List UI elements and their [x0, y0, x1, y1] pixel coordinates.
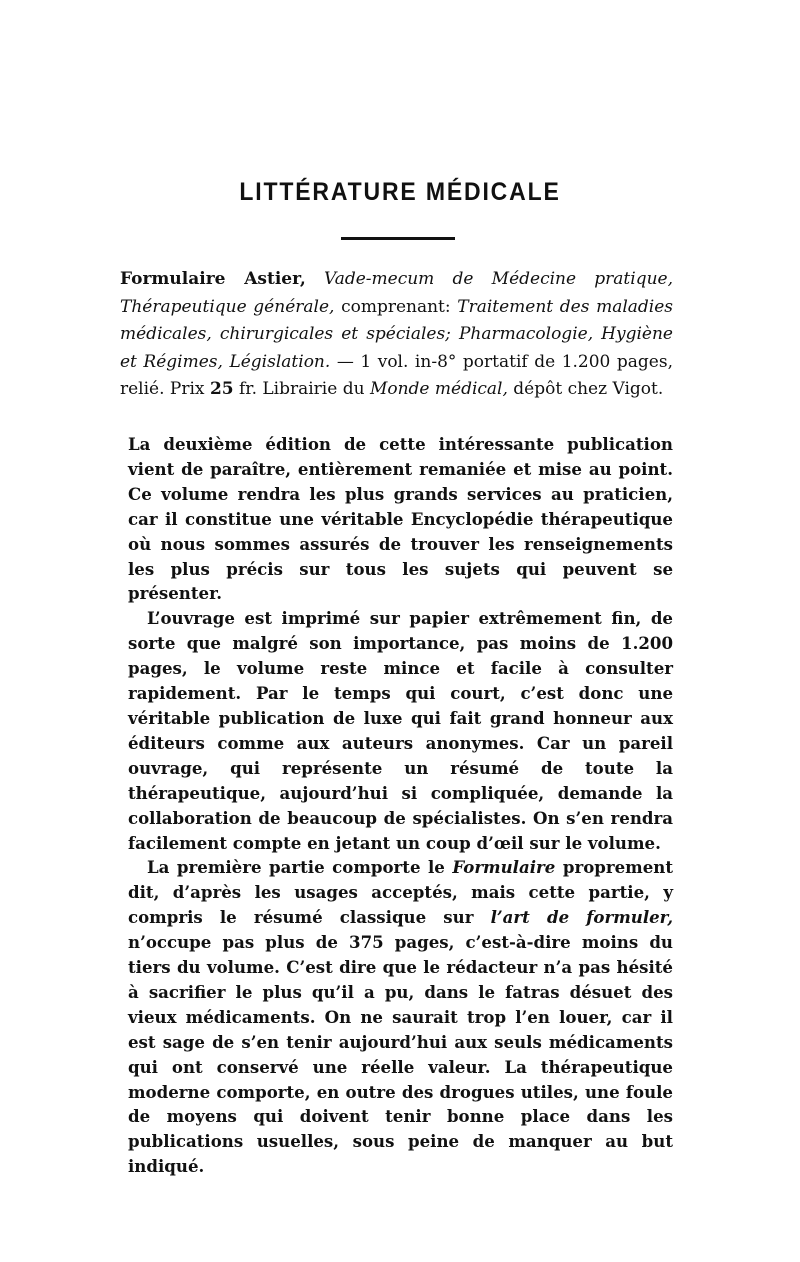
paragraph-3-italic-formulaire: Formulaire: [452, 857, 556, 878]
paragraph-1: La deuxième édition de cette intéressante publication vient de paraître, entièrement remaniée et mise au point. Ce volume rendra les plus grands services au praticien, car il constitue une véritable Encyclopédie thérapeutique où nous sommes assurés de trouver les renseignements les plus précis sur tous les sujets qui peuvent se présenter.: [128, 434, 673, 604]
entry-title: Formulaire Astier,: [120, 269, 306, 289]
entry-contents: Traitement des maladies médicales, chirurgicales et spéciales; Pharmacologie, Hygiène et Régimes, Législation.: [120, 296, 674, 372]
entry-text-3: fr. Librairie du: [239, 379, 365, 400]
review-body: [128, 432, 673, 1179]
entry-publisher: Monde médical,: [369, 379, 508, 400]
entry-text-1: comprenant:: [341, 296, 451, 317]
entry-text-2: — 1 vol. in-8° portatif de 1.200 pages, relié. Prix: [120, 351, 673, 400]
title-divider: [341, 237, 455, 240]
page-title: LITTÉRATURE MÉDICALE: [239, 178, 561, 206]
paragraph-3-part-b: proprement dit, d’après les usages acceptés, mais cette partie, y compris le résumé classique sur: [128, 857, 674, 928]
paragraph-3-part-c: n’occupe pas plus de 375 pages, c’est-à-dire moins du tiers du volume. C’est dire que le rédacteur n’a pas hésité à sacrifier le plus qu’il a pu, dans le fatras désuet des vieux médicaments. On ne saurait trop l’en louer, car il est sage de s’en tenir aujourd’hui aux seuls médicaments qui ont conservé une réelle valeur. La thérapeutique moderne comporte, en outre des drogues utiles, une foule de moyens qui doivent tenir bonne place dans les publications usuelles, sous peine de manquer au but indiqué.: [128, 932, 673, 1177]
paragraph-3-italic-art: l’art de formuler,: [490, 907, 673, 928]
entry-subtitle: Vade-mecum de Médecine pratique, Thérapeutique générale,: [120, 269, 673, 317]
paragraph-3: [128, 855, 673, 1179]
entry-text-4: dépôt chez Vigot.: [513, 379, 664, 400]
paragraph-3-part-a: La première partie comporte le: [147, 857, 445, 878]
paragraph-2: L’ouvrage est imprimé sur papier extrêmement fin, de sorte que malgré son importance, pas moins de 1.200 pages, le volume reste mince et facile à consulter rapidement. Par le temps qui court, c’est donc une véritable publication de luxe qui fait grand honneur aux éditeurs comme aux auteurs anonymes. Car un pareil ouvrage, qui représente un résumé de toute la thérapeutique, aujourd’hui si compliquée, demande la collaboration de beaucoup de spécialistes. On s’en rendra facilement compte en jetant un coup d’œil sur le volume.: [128, 608, 673, 853]
bibliographic-entry: [120, 266, 673, 404]
entry-price: 25: [209, 379, 234, 400]
